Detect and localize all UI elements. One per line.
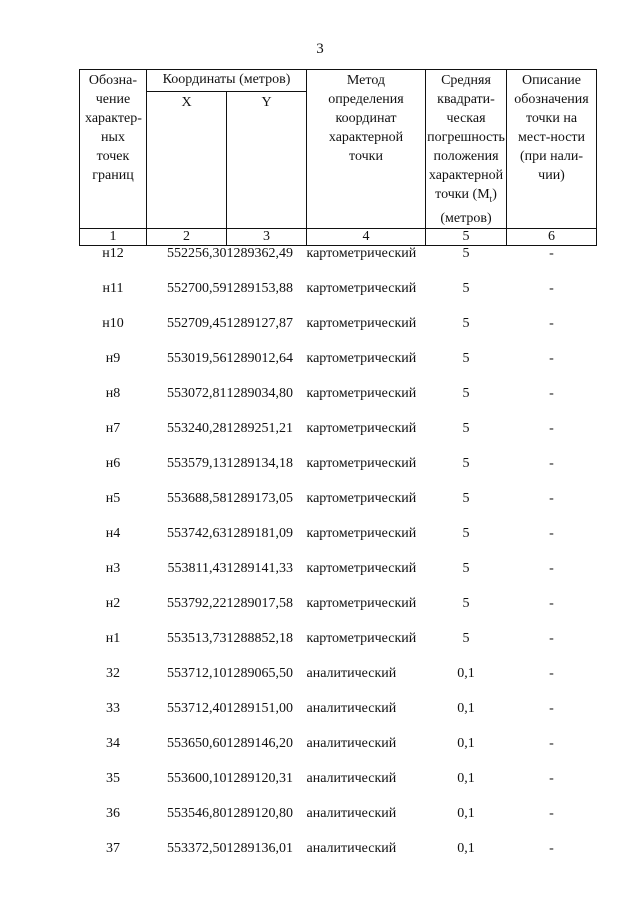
accuracy-cell: 5 xyxy=(462,350,470,366)
table-row xyxy=(80,631,597,666)
description-cell: - xyxy=(549,735,554,751)
header-accuracy xyxy=(426,70,507,229)
coord-y-cell: 1289151,00 xyxy=(226,700,293,716)
table-body xyxy=(80,245,597,876)
accuracy-cell: 5 xyxy=(462,595,470,611)
point-id-cell: н8 xyxy=(105,385,121,401)
coord-y-cell: 1289173,05 xyxy=(226,490,293,506)
accuracy-cell: 5 xyxy=(462,560,470,576)
description-cell: - xyxy=(549,350,554,366)
coord-x-cell: 553513,73 xyxy=(167,630,227,646)
point-id-cell: н11 xyxy=(102,280,124,296)
table-row xyxy=(80,491,597,526)
header-accuracy-post: ) (метров) xyxy=(440,187,497,226)
table-row xyxy=(80,281,597,316)
method-cell: аналитический xyxy=(306,700,397,716)
coord-y-cell: 1289065,50 xyxy=(226,665,293,681)
header-method-text: Метод определения координат характерной точки xyxy=(328,73,404,164)
table-row xyxy=(80,456,597,491)
point-id-cell: 32 xyxy=(106,665,120,681)
coord-y-cell: 1289146,20 xyxy=(226,735,293,751)
point-id-cell: н6 xyxy=(105,455,121,471)
column-number-6: 6 xyxy=(507,228,597,245)
coord-y-cell: 1289362,49 xyxy=(226,245,293,261)
header-accuracy-pre: Средняя квадрати-ческая погрешность положения характерной точки (M xyxy=(427,73,505,202)
point-id-cell: 37 xyxy=(106,840,120,856)
header-accuracy-text xyxy=(426,71,506,228)
column-number-2: 2 xyxy=(147,228,227,245)
method-cell: картометрический xyxy=(306,350,417,366)
point-id-cell: н5 xyxy=(105,490,121,506)
coord-x-cell: 552709,45 xyxy=(167,315,227,331)
accuracy-cell: 5 xyxy=(462,455,470,471)
point-id-cell: н3 xyxy=(105,560,121,576)
description-cell: - xyxy=(549,420,554,436)
header-y: Y xyxy=(227,91,307,228)
table-row xyxy=(80,666,597,701)
coord-x-cell: 553546,80 xyxy=(167,805,227,821)
method-cell: аналитический xyxy=(306,735,397,751)
description-cell: - xyxy=(549,245,554,261)
accuracy-cell: 0,1 xyxy=(457,770,475,786)
header-x: X xyxy=(147,91,227,228)
method-cell: аналитический xyxy=(306,665,397,681)
coord-y-cell: 1289251,21 xyxy=(226,420,293,436)
description-cell: - xyxy=(549,525,554,541)
method-cell: аналитический xyxy=(306,805,397,821)
header-method xyxy=(307,70,426,229)
description-cell: - xyxy=(549,385,554,401)
description-cell: - xyxy=(549,840,554,856)
point-id-cell: 33 xyxy=(106,700,120,716)
coord-y-cell: 1289127,87 xyxy=(226,315,293,331)
accuracy-cell: 5 xyxy=(462,490,470,506)
description-cell: - xyxy=(549,455,554,471)
point-id-cell: н2 xyxy=(105,595,121,611)
header-accuracy-sub: t xyxy=(489,193,493,204)
coord-x-cell: 553600,10 xyxy=(167,770,227,786)
header-description xyxy=(507,70,597,229)
column-number-5: 5 xyxy=(426,228,507,245)
coord-y-cell: 1289120,31 xyxy=(226,770,293,786)
description-cell: - xyxy=(549,315,554,331)
method-cell: картометрический xyxy=(306,420,417,436)
method-cell: аналитический xyxy=(306,840,397,856)
description-cell: - xyxy=(549,805,554,821)
point-id-cell: н1 xyxy=(105,630,121,646)
coord-y-cell: 1289136,01 xyxy=(226,840,293,856)
method-cell: картометрический xyxy=(306,385,417,401)
point-id-cell: н7 xyxy=(105,420,121,436)
coord-x-cell: 553019,56 xyxy=(167,350,227,366)
description-cell: - xyxy=(549,665,554,681)
coord-x-cell: 552256,30 xyxy=(167,245,227,261)
table-row xyxy=(80,596,597,631)
description-cell: - xyxy=(549,490,554,506)
method-cell: картометрический xyxy=(306,560,417,576)
accuracy-cell: 5 xyxy=(462,315,470,331)
coord-y-cell: 1289134,18 xyxy=(226,455,293,471)
table-row xyxy=(80,806,597,841)
point-id-cell: 34 xyxy=(106,735,120,751)
coord-y-cell: 1288852,18 xyxy=(226,630,293,646)
coord-y-cell: 1289017,58 xyxy=(226,595,293,611)
accuracy-cell: 5 xyxy=(462,280,470,296)
table-row xyxy=(80,841,597,876)
boundary-points-table xyxy=(79,69,597,876)
description-cell: - xyxy=(549,770,554,786)
table-row xyxy=(80,316,597,351)
coord-x-cell: 553712,40 xyxy=(167,700,227,716)
table-row xyxy=(80,561,597,596)
header-coordinates: Координаты (метров) xyxy=(147,70,307,92)
table-header xyxy=(80,70,597,246)
coord-x-cell: 553792,22 xyxy=(167,595,227,611)
accuracy-cell: 5 xyxy=(462,630,470,646)
method-cell: картометрический xyxy=(306,595,417,611)
method-cell: аналитический xyxy=(306,770,397,786)
coord-y-cell: 1289181,09 xyxy=(226,525,293,541)
coord-x-cell: 553372,50 xyxy=(167,840,227,856)
point-id-cell: н12 xyxy=(102,245,124,261)
description-cell: - xyxy=(549,630,554,646)
accuracy-cell: 0,1 xyxy=(457,805,475,821)
coord-x-cell: 552700,59 xyxy=(167,280,227,296)
point-id-cell: н9 xyxy=(105,350,121,366)
column-number-4: 4 xyxy=(307,228,426,245)
description-cell: - xyxy=(549,560,554,576)
coord-x-cell: 553742,63 xyxy=(167,525,227,541)
table-row xyxy=(80,736,597,771)
accuracy-cell: 5 xyxy=(462,385,470,401)
point-id-cell: 35 xyxy=(106,770,120,786)
column-number-3: 3 xyxy=(227,228,307,245)
accuracy-cell: 5 xyxy=(462,245,470,261)
table-row xyxy=(80,771,597,806)
table-row xyxy=(80,351,597,386)
coord-x-cell: 553650,60 xyxy=(167,735,227,751)
coord-y-cell: 1289120,80 xyxy=(226,805,293,821)
coord-x-cell: 553240,28 xyxy=(167,420,227,436)
coord-y-cell: 1289012,64 xyxy=(226,350,293,366)
method-cell: картометрический xyxy=(306,280,417,296)
method-cell: картометрический xyxy=(306,630,417,646)
point-id-cell: н10 xyxy=(102,315,124,331)
table-row xyxy=(80,245,597,281)
accuracy-cell: 0,1 xyxy=(457,735,475,751)
coord-y-cell: 1289153,88 xyxy=(226,280,293,296)
table-row xyxy=(80,526,597,561)
accuracy-cell: 0,1 xyxy=(457,840,475,856)
point-id-cell: 36 xyxy=(106,805,120,821)
table-row xyxy=(80,421,597,456)
description-cell: - xyxy=(549,700,554,716)
accuracy-cell: 0,1 xyxy=(457,665,475,681)
point-id-cell: н4 xyxy=(105,525,121,541)
header-point-designation xyxy=(80,70,147,229)
column-numbers-row xyxy=(80,228,597,245)
accuracy-cell: 5 xyxy=(462,420,470,436)
method-cell: картометрический xyxy=(306,525,417,541)
method-cell: картометрический xyxy=(306,490,417,506)
method-cell: картометрический xyxy=(306,455,417,471)
accuracy-cell: 5 xyxy=(462,525,470,541)
page-number: 3 xyxy=(316,41,324,57)
coord-y-cell: 1289141,33 xyxy=(226,560,293,576)
coord-x-cell: 553811,43 xyxy=(167,560,227,576)
header-description-text: Описание обозначения точки на мест-ности (при нали-чии) xyxy=(514,73,589,183)
method-cell: картометрический xyxy=(306,315,417,331)
description-cell: - xyxy=(549,280,554,296)
description-cell: - xyxy=(549,595,554,611)
coord-x-cell: 553712,10 xyxy=(167,665,227,681)
coord-x-cell: 553579,13 xyxy=(167,455,227,471)
coord-y-cell: 1289034,80 xyxy=(226,385,293,401)
table-row xyxy=(80,701,597,736)
column-number-1: 1 xyxy=(80,228,147,245)
coord-x-cell: 553072,81 xyxy=(167,385,227,401)
header-point-designation-text: Обозна-чение характер-ных точек границ xyxy=(85,73,142,183)
coord-x-cell: 553688,58 xyxy=(167,490,227,506)
table-row xyxy=(80,386,597,421)
method-cell: картометрический xyxy=(306,245,417,261)
accuracy-cell: 0,1 xyxy=(457,700,475,716)
